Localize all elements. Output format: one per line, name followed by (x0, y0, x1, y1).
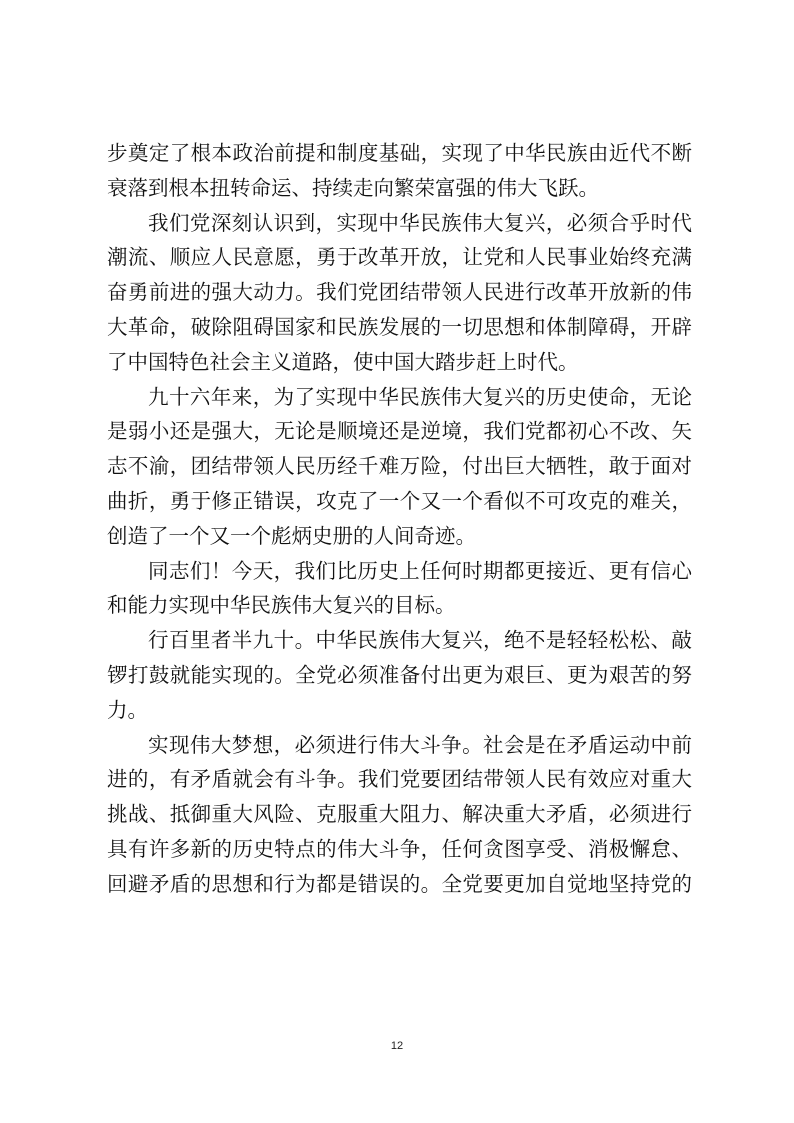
text-line: 回避矛盾的思想和行为都是错误的。全党要更加自觉地坚持党的 (107, 871, 692, 896)
text-line: 实现伟大梦想，必须进行伟大斗争。社会是在矛盾运动中前 (148, 732, 692, 757)
text-line: 步奠定了根本政治前提和制度基础，实现了中华民族由近代不断 (107, 141, 692, 165)
text-line: 潮流、顺应人民意愿，勇于改革开放，让党和人民事业始终充满 (107, 245, 692, 270)
text-line: 具有许多新的历史特点的伟大斗争，任何贪图享受、消极懈怠、 (107, 836, 692, 861)
text-line: 志不渝，团结带领人民历经千难万险，付出巨大牺牲，敢于面对 (107, 454, 692, 479)
text-line: 行百里者半九十。中华民族伟大复兴，绝不是轻轻松松、敲 (148, 628, 692, 653)
text-line: 了中国特色社会主义道路，使中国大踏步赶上时代。 (107, 349, 579, 374)
text-line: 奋勇前进的强大动力。我们党团结带领人民进行改革开放新的伟 (107, 280, 692, 305)
text-line: 挑战、抵御重大风险、克服重大阻力、解决重大矛盾，必须进行 (107, 802, 692, 827)
text-line: 大革命，破除阻碍国家和民族发展的一切思想和体制障碍，开辟 (107, 314, 692, 339)
text-line: 进的，有矛盾就会有斗争。我们党要团结带领人民有效应对重大 (107, 767, 692, 792)
text-line: 是弱小还是强大，无论是顺境还是逆境，我们党都初心不改、矢 (107, 419, 692, 444)
body-text (107, 136, 692, 902)
text-line: 锣打鼓就能实现的。全党必须准备付出更为艰巨、更为艰苦的努 (107, 662, 692, 687)
text-line: 同志们！今天，我们比历史上任何时期都更接近、更有信心 (148, 558, 692, 583)
text-line: 创造了一个又一个彪炳史册的人间奇迹。 (107, 523, 476, 548)
text-line: 和能力实现中华民族伟大复兴的目标。 (107, 593, 456, 618)
page-number: 12 (390, 1040, 404, 1052)
text-line: 我们党深刻认识到，实现中华民族伟大复兴，必须合乎时代 (148, 210, 692, 235)
text-line: 曲折，勇于修正错误，攻克了一个又一个看似不可攻克的难关， (107, 488, 692, 513)
text-line: 力。 (107, 697, 148, 722)
text-line: 九十六年来，为了实现中华民族伟大复兴的历史使命，无论 (148, 384, 692, 409)
text-line: 衰落到根本扭转命运、持续走向繁荣富强的伟大飞跃。 (107, 175, 599, 200)
